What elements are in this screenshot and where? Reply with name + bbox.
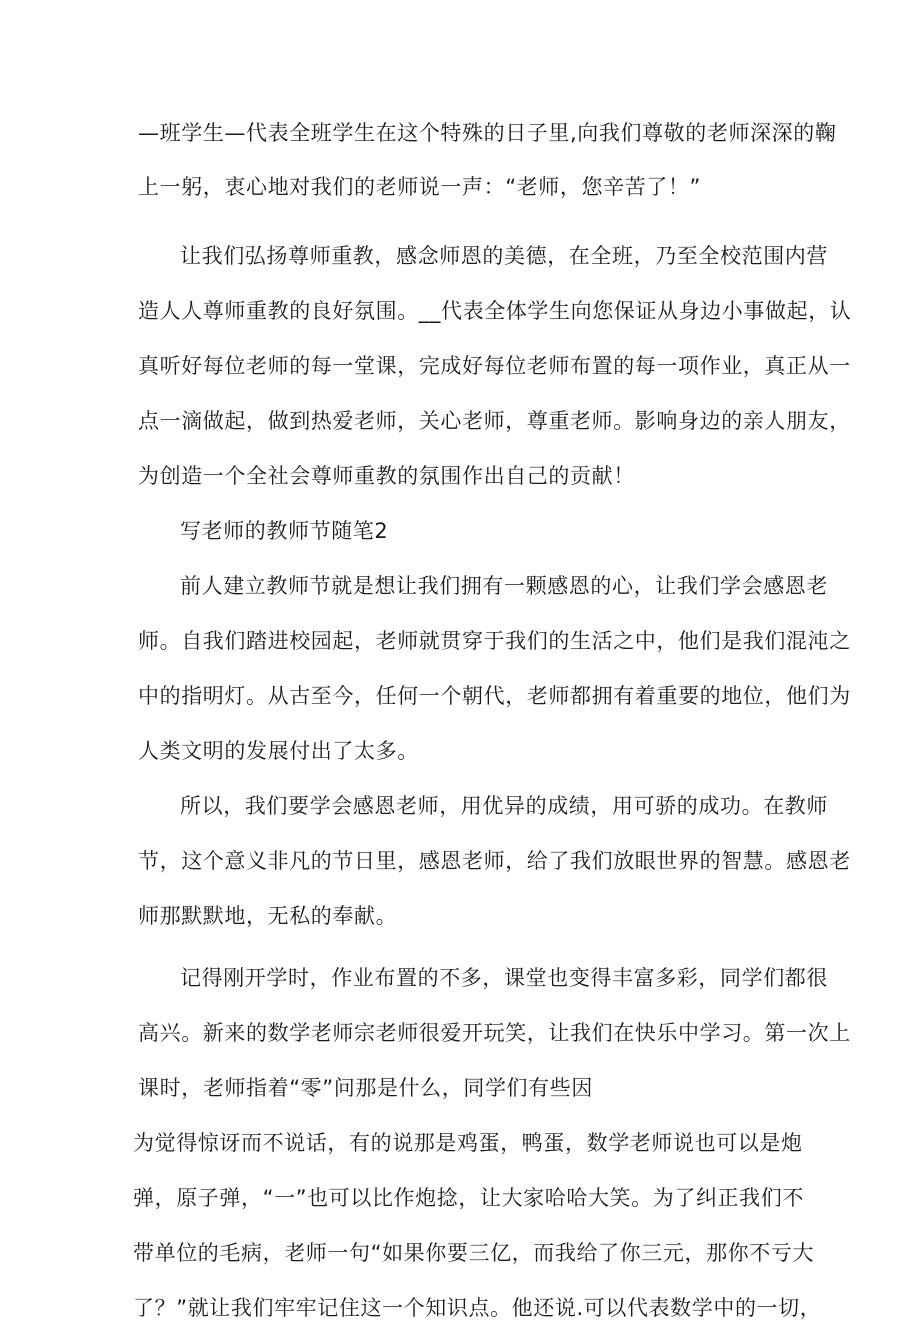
text-line: 造人人尊师重教的良好氛围。__代表全体学生向您保证从身边小事做起，认: [138, 299, 852, 323]
text-line: 高兴。新来的数学老师宗老师很爱开玩笑，让我们在快乐中学习。第一次上: [138, 1021, 851, 1045]
text-line: 了？”就让我们牢牢记住这一个知识点。他还说.可以代表数学中的一切，: [133, 1296, 822, 1320]
paragraph-first-line: 所以，我们要学会感恩老师，用优异的成绩，用可骄的成功。在教师: [180, 794, 828, 818]
text-line: 为创造一个全社会尊师重教的氛围作出自己的贡献！: [138, 464, 635, 488]
text-line: —班学生—代表全班学生在这个特殊的日子里,向我们尊敬的老师深深的鞠: [138, 121, 837, 145]
text-line: 点一滴做起，做到热爱老师，关心老师，尊重老师。影响身边的亲人朋友，: [138, 409, 851, 433]
text-line: 课时，老师指着“零”问那是什么，同学们有些因: [138, 1076, 593, 1100]
text-line: 为觉得惊讶而不说话，有的说那是鸡蛋，鸭蛋，数学老师说也可以是炮: [133, 1131, 803, 1155]
text-line: 真听好每位老师的每一堂课，完成好每位老师布置的每一项作业，真正从一: [138, 354, 851, 378]
text-line: 带单位的毛病，老师一句“如果你要三亿，而我给了你三元，那你不亏大: [133, 1241, 815, 1265]
text-line: 上一躬，衷心地对我们的老师说一声：“老师，您辛苦了！”: [138, 175, 701, 199]
text-line: 师。自我们踏进校园起，老师就贯穿于我们的生活之中，他们是我们混沌之: [138, 629, 851, 653]
paragraph-first-line: 让我们弘扬尊师重教，感念师恩的美德，在全班，乃至全校范围内营: [180, 244, 828, 268]
paragraph-first-line: 记得刚开学时，作业布置的不多，课堂也变得丰富多彩，同学们都很: [180, 966, 828, 990]
section-heading: 写老师的教师节随笔2: [180, 519, 389, 543]
text-line: 人类文明的发展付出了太多。: [138, 739, 419, 763]
text-line: 师那默默地，无私的奉献。: [138, 904, 398, 928]
text-line: 中的指明灯。从古至今，任何一个朝代，老师都拥有着重要的地位，他们为: [138, 684, 851, 708]
paragraph-first-line: 前人建立教师节就是想让我们拥有一颗感恩的心，让我们学会感恩老: [180, 574, 828, 598]
text-line: 节，这个意义非凡的节日里，感恩老师，给了我们放眼世界的智慧。感恩老: [138, 849, 851, 873]
text-line: 弹，原子弹，“一”也可以比作炮捻，让大家哈哈大笑。为了纠正我们不: [133, 1186, 804, 1210]
